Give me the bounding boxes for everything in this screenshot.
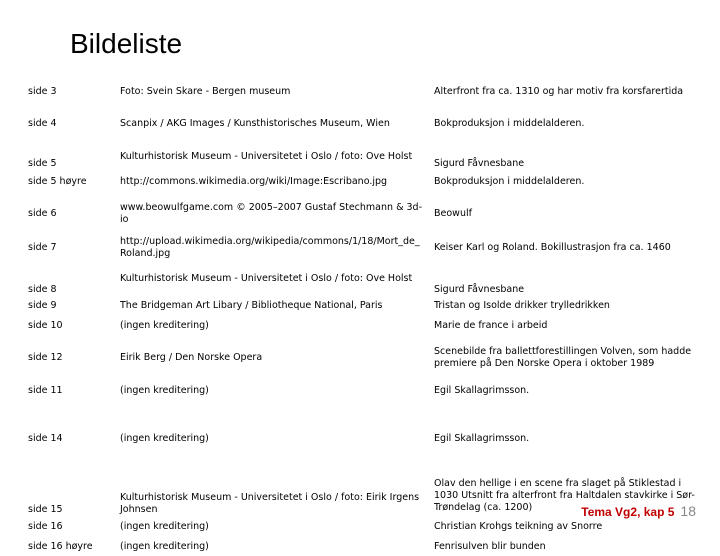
description-cell: Keiser Karl og Roland. Bokillustrasjon fra ca. 1460	[434, 242, 671, 253]
credit-cell: The Bridgeman Art Libary / Bibliotheque National, Paris	[120, 300, 383, 311]
description-cell: Egil Skallagrimsson.	[434, 433, 530, 444]
page-cell: side 3	[28, 86, 57, 97]
page-cell: side 6	[28, 208, 57, 219]
description-cell: Egil Skallagrimsson.	[434, 385, 530, 396]
credit-cell: (ingen kreditering)	[120, 320, 209, 331]
table-row	[28, 262, 700, 296]
credit-cell: Foto: Svein Skare - Bergen museum	[120, 86, 291, 97]
credit-cell: (ingen kreditering)	[120, 541, 209, 552]
description-cell: Alterfront fra ca. 1310 og har motiv fra korsfarertida	[434, 86, 684, 97]
credit-cell: http://upload.wikimedia.org/wikipedia/commons/1/18/Mort_de_Roland.jpg	[120, 236, 420, 259]
credit-cell: (ingen kreditering)	[120, 433, 209, 444]
page-cell: side 16	[28, 521, 63, 532]
page-number: 18	[680, 503, 696, 519]
table-row	[28, 316, 700, 336]
description-cell: Christian Krohgs teikning av Snorre	[434, 521, 603, 532]
table-row	[28, 296, 700, 316]
credit-cell: http://commons.wikimedia.org/wiki/Image:Escribano.jpg	[120, 176, 388, 187]
credit-cell: Kulturhistorisk Museum - Universitetet i Oslo / foto: Ove Holst	[120, 273, 413, 284]
footer	[581, 503, 696, 519]
page-cell: side 14	[28, 433, 63, 444]
description-cell: Sigurd Fåvnesbane	[434, 284, 525, 295]
table-row	[28, 538, 700, 556]
credit-cell: Kulturhistorisk Museum - Universitetet i Oslo / foto: Ove Holst	[120, 151, 413, 162]
table-row	[28, 380, 700, 402]
table-row	[28, 402, 700, 476]
page-title: Bildeliste	[70, 28, 183, 59]
table-row	[28, 80, 700, 104]
description-cell: Fenrisulven blir bunden	[434, 541, 546, 552]
table-row	[28, 234, 700, 262]
table-row	[28, 194, 700, 234]
table-row	[28, 104, 700, 144]
credit-cell: (ingen kreditering)	[120, 521, 209, 532]
credit-cell: (ingen kreditering)	[120, 385, 209, 396]
image-credits-table	[28, 80, 700, 556]
description-cell: Tristan og Isolde drikker trylledrikken	[434, 300, 610, 311]
page-cell: side 11	[28, 385, 63, 396]
page-cell: side 16 høyre	[28, 541, 93, 552]
credit-cell: Eirik Berg / Den Norske Opera	[120, 352, 263, 363]
credit-cell: Scanpix / AKG Images / Kunsthistorisches Museum, Wien	[120, 118, 390, 129]
description-cell: Sigurd Fåvnesbane	[434, 158, 525, 169]
description-cell: Bokproduksjon i middelalderen.	[434, 176, 585, 187]
description-cell: Scenebilde fra ballettforestillingen Volven, som hadde premiere på Den Norske Opera i oktober 1989	[434, 346, 692, 369]
page-cell: side 5	[28, 158, 57, 169]
page-cell: side 9	[28, 300, 57, 311]
page-cell: side 15	[28, 504, 63, 515]
description-cell: Olav den hellige i en scene fra slaget på Stiklestad i 1030 Utsnitt fra alterfront fra Haltdalen stavkirke i Sør-Trøndelag (ca. 1200)	[434, 478, 695, 513]
table-row	[28, 170, 700, 194]
description-cell: Beowulf	[434, 208, 472, 219]
table-row	[28, 336, 700, 380]
credit-cell: Kulturhistorisk Museum - Universitetet i Oslo / foto: Eirik Irgens Johnsen	[120, 492, 420, 515]
table-row	[28, 516, 700, 538]
table-row	[28, 144, 700, 170]
description-cell: Marie de france i arbeid	[434, 320, 548, 331]
chapter-reference: Tema Vg2, kap 5	[581, 505, 675, 519]
credit-cell: www.beowulfgame.com © 2005–2007 Gustaf Stechmann & 3d-io	[120, 202, 422, 225]
page-cell: side 7	[28, 242, 57, 253]
description-cell: Bokproduksjon i middelalderen.	[434, 118, 585, 129]
page-cell: side 4	[28, 118, 57, 129]
page-cell: side 12	[28, 352, 63, 363]
page-cell: side 8	[28, 284, 57, 295]
page-cell: side 5 høyre	[28, 176, 87, 187]
page-cell: side 10	[28, 320, 63, 331]
